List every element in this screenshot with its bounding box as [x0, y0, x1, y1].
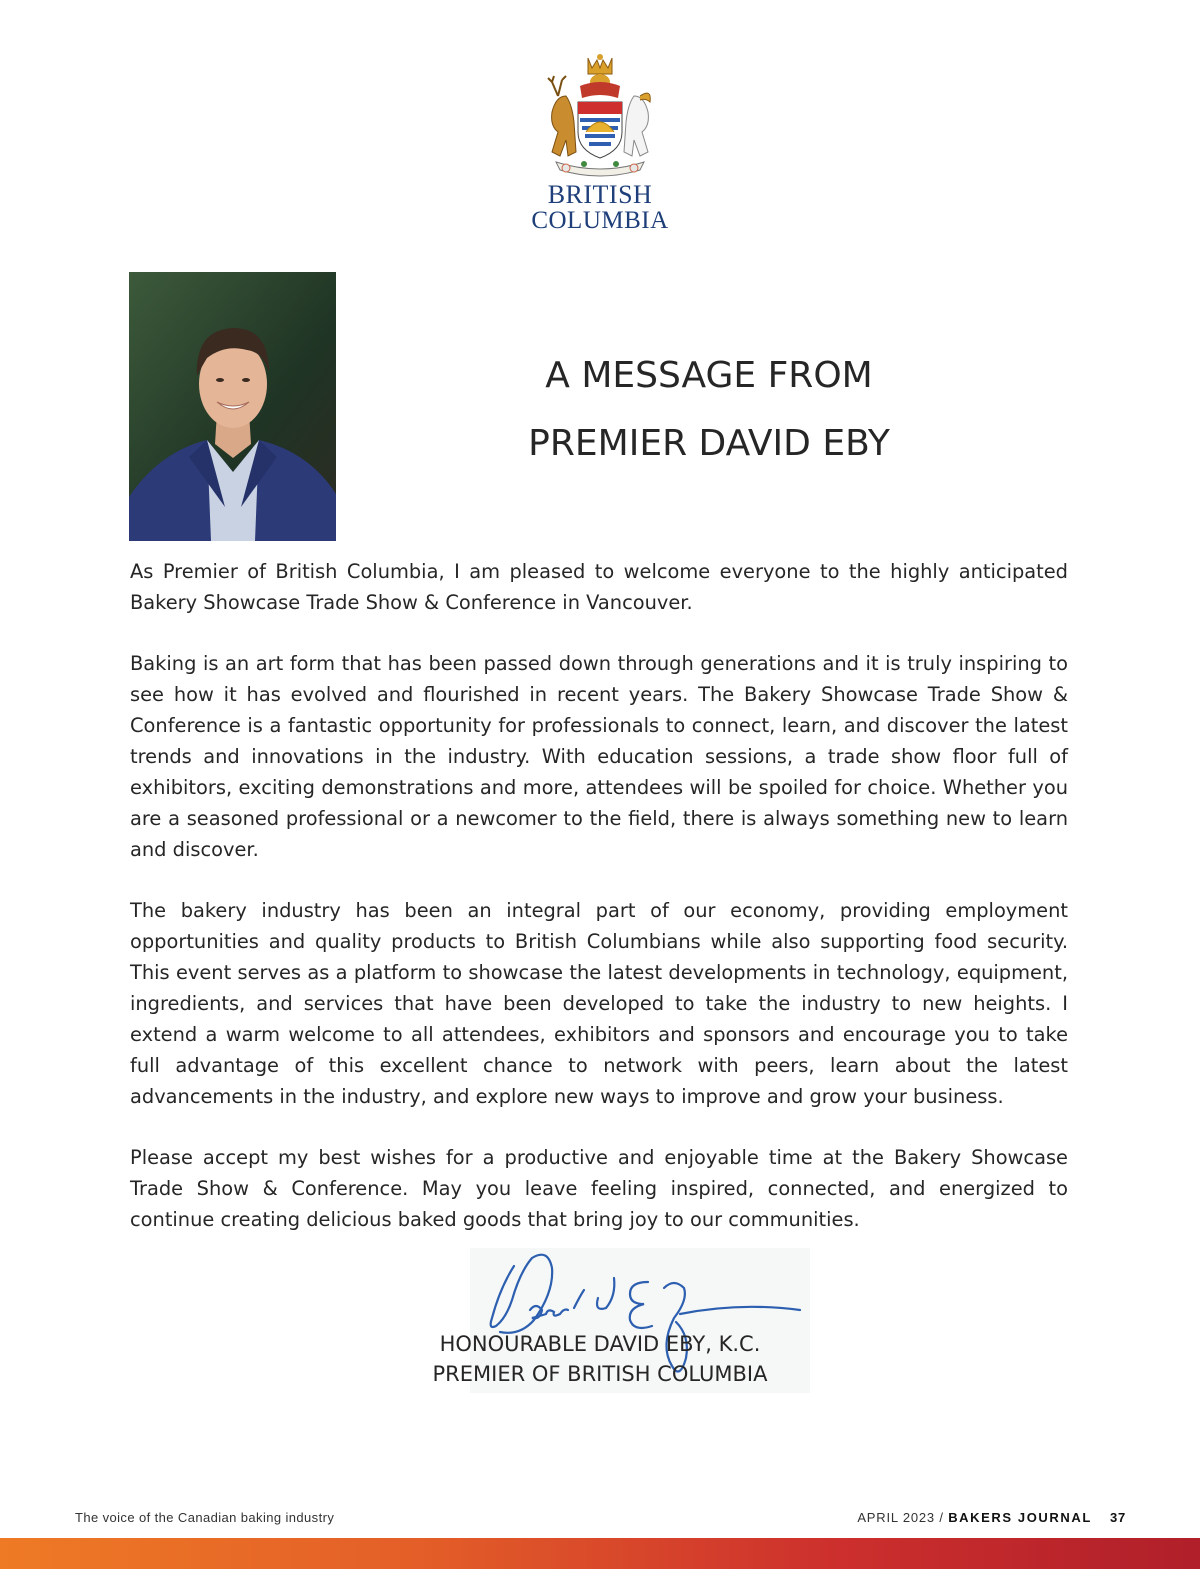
body-paragraph: As Premier of British Columbia, I am pleased to welcome everyone to the highly anticipated Bakery Showcase Trade Show & Conference in Vancouver.	[130, 560, 1068, 614]
footer-magazine-name: BAKERS JOURNAL	[948, 1510, 1092, 1525]
premier-portrait-photo	[129, 272, 336, 541]
logo-wordmark-columbia: COLUMBIA	[531, 207, 669, 234]
body-paragraph: Please accept my best wishes for a productive and enjoyable time at the Bakery Showcase Trade Show & Conference. May you leave feeling inspired, connected, and energized to continue creating delicious baked goods that bring joy to our communities.	[130, 1146, 1068, 1231]
bc-coat-of-arms-logo	[522, 52, 678, 237]
footer-issue-info	[857, 1510, 1126, 1525]
footer-issue-date: APRIL 2023 /	[857, 1510, 949, 1525]
footer-color-bar	[0, 1538, 1200, 1569]
headline-line-1: A MESSAGE FROM	[545, 355, 873, 396]
body-paragraph: Baking is an art form that has been passed down through generations and it is truly inspiring to see how it has evolved and flourished in recent years. The Bakery Showcase Trade Show & Conference is a fantastic opportunity for professionals to connect, learn, and discover the latest trends and innovations in the industry. With education sessions, a trade show floor full of exhibitors, exciting demonstrations and more, attendees will be spoiled for choice. Whether you are a seasoned professional or a newcomer to the field, there is always something new to learn and discover.	[130, 652, 1068, 861]
signatory-name: HONOURABLE DAVID EBY, K.C.	[439, 1332, 761, 1356]
page-number: 37	[1109, 1510, 1126, 1525]
logo-wordmark-british: BRITISH	[547, 180, 653, 209]
coat-of-arms-icon	[522, 52, 678, 182]
body-paragraph: The bakery industry has been an integral part of our economy, providing employment opportunities and quality products to British Columbians while also supporting food security. This event serves as a platform to showcase the latest developments in technology, equipment, ingredients, and services that have been developed to take the industry to new heights. I extend a warm welcome to all attendees, exhibitors and sponsors and encourage you to take full advantage of this excellent chance to network with peers, learn about the latest advancements in the industry, and explore new ways to improve and grow your business.	[130, 899, 1068, 1108]
headline-line-2: PREMIER DAVID EBY	[528, 423, 890, 464]
footer-tagline: The voice of the Canadian baking industry	[75, 1510, 335, 1525]
signatory-title: PREMIER OF BRITISH COLUMBIA	[432, 1362, 768, 1386]
